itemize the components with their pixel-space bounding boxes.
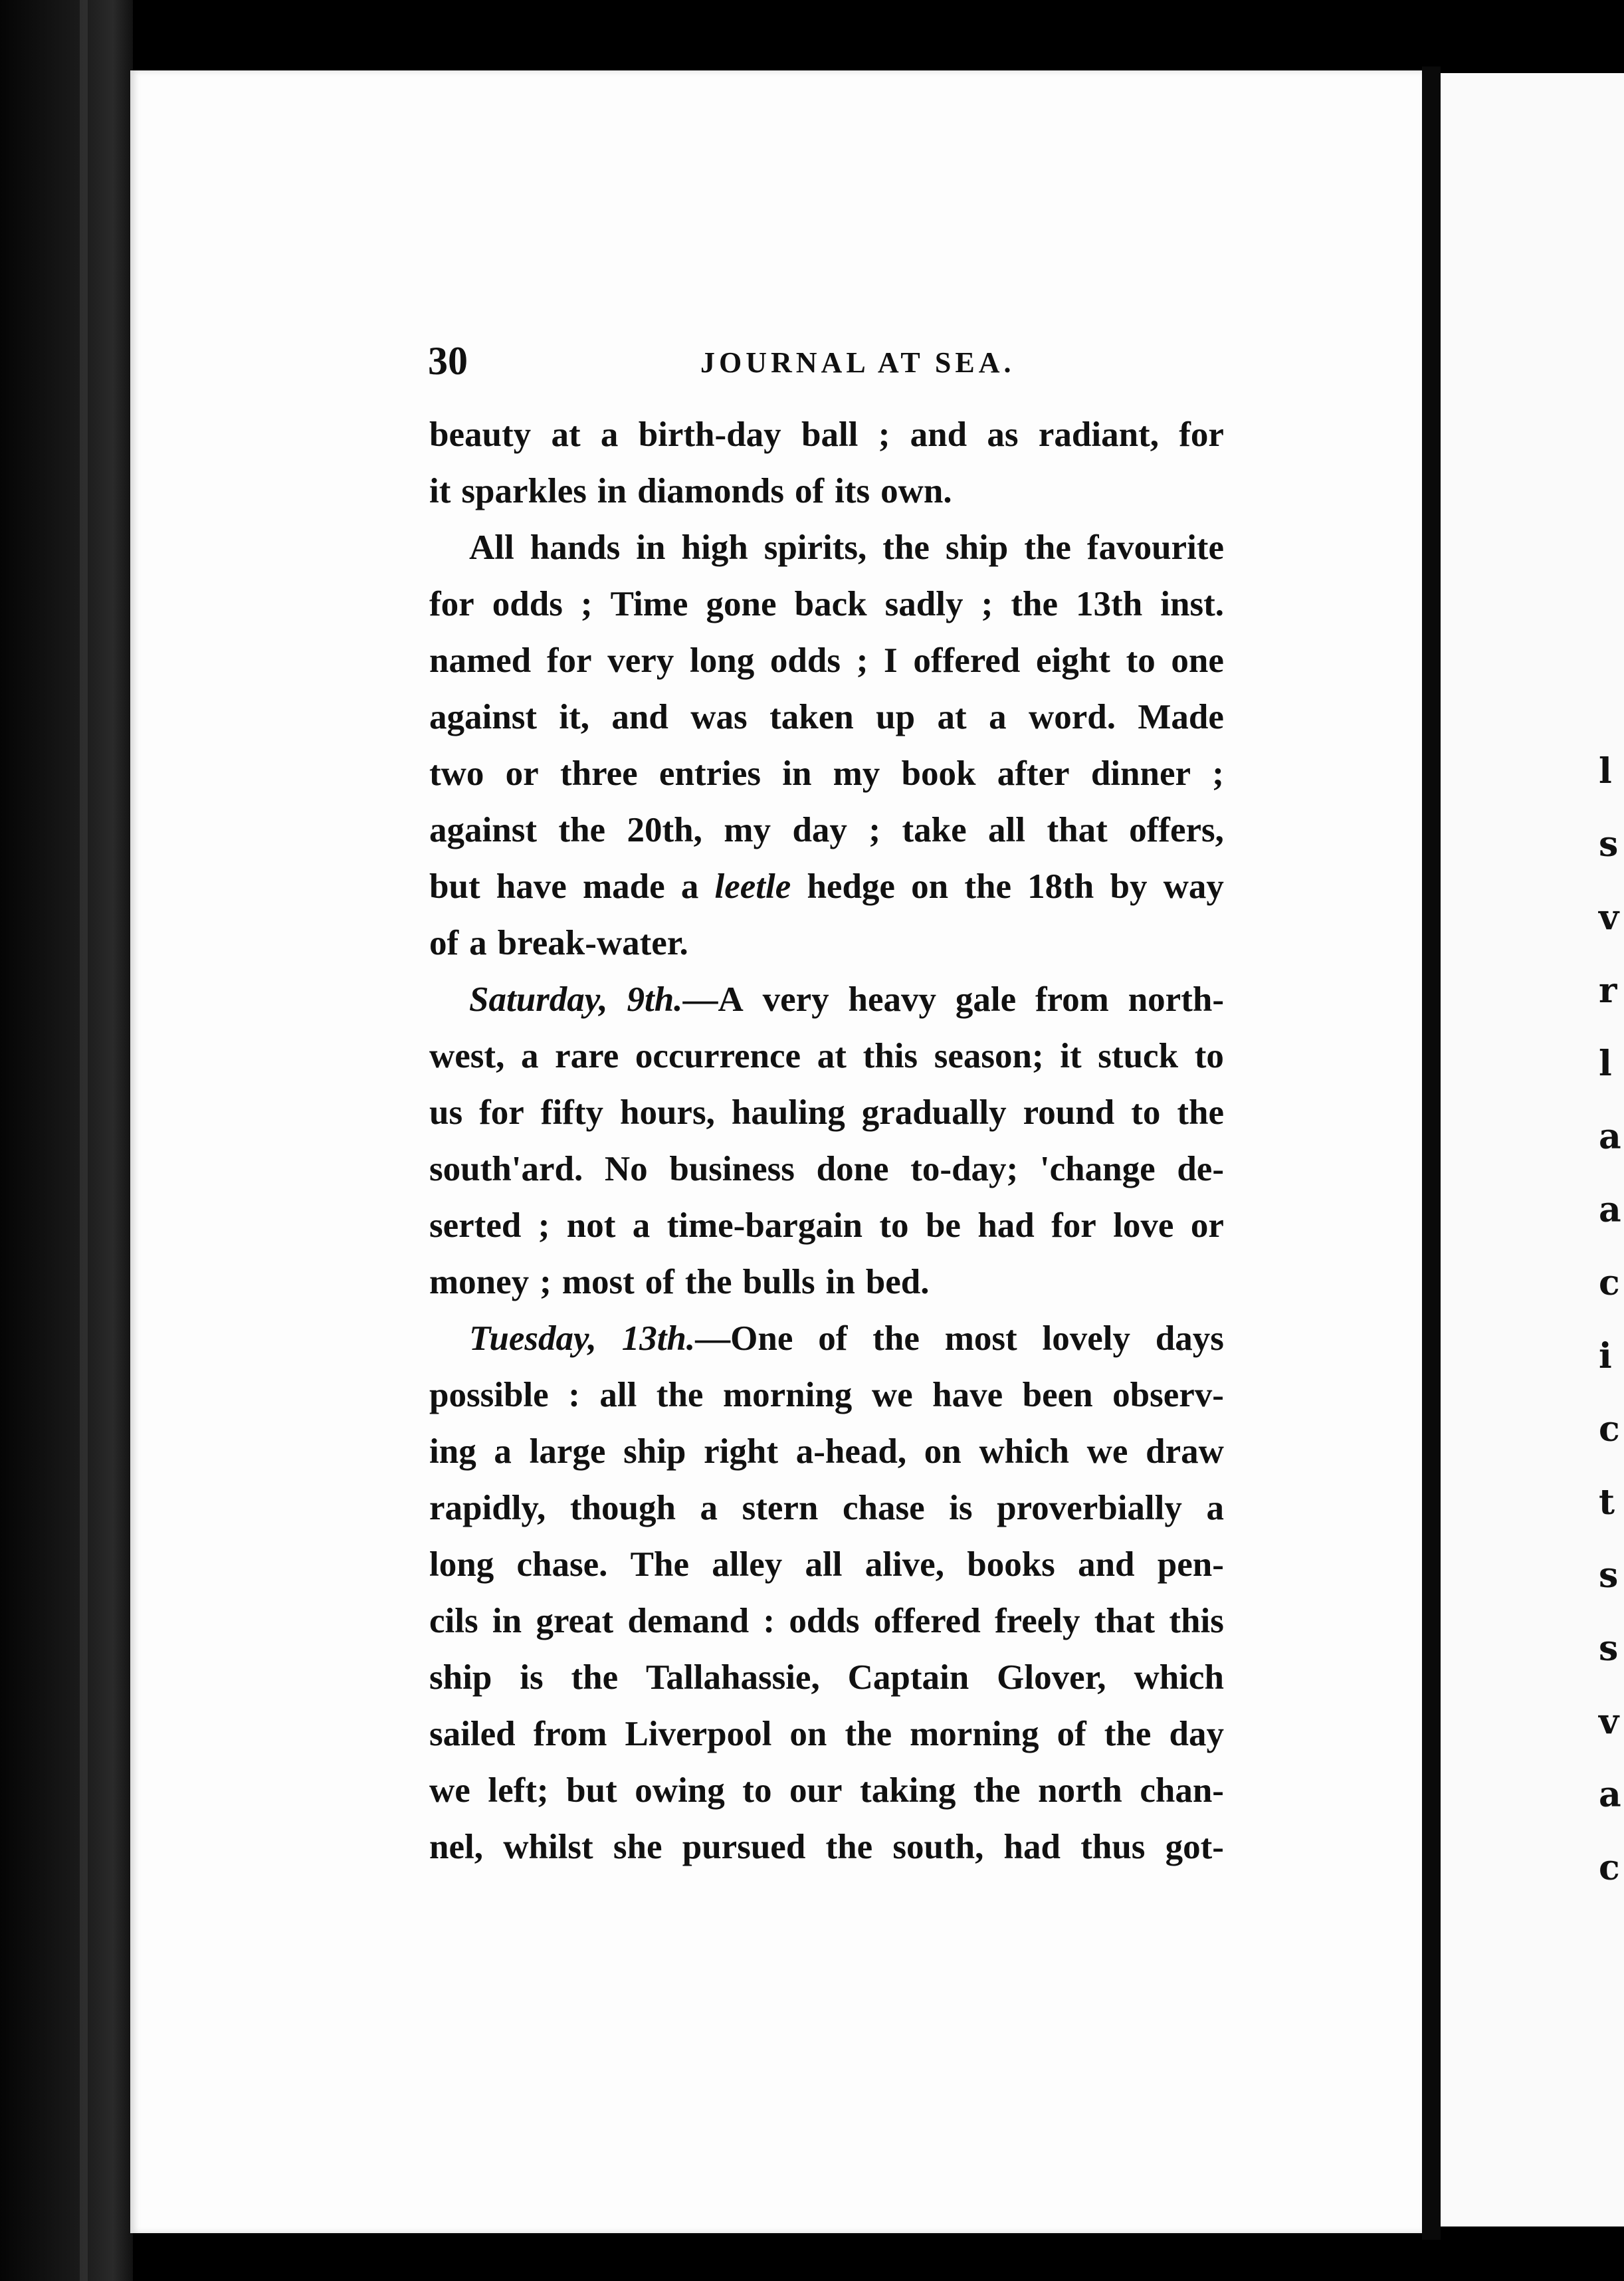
word: a xyxy=(600,415,619,454)
word: stern xyxy=(742,1489,819,1527)
word: morning xyxy=(722,1376,853,1414)
word: north- xyxy=(1128,980,1224,1019)
word: to xyxy=(742,1771,772,1810)
word: ; xyxy=(981,585,993,623)
facing-page-letter: c xyxy=(1599,1409,1620,1450)
word: bulls xyxy=(742,1263,815,1301)
word: Tallahassie, xyxy=(646,1658,820,1697)
text-line xyxy=(429,859,1224,915)
text-line xyxy=(429,1819,1224,1876)
word: inst. xyxy=(1160,585,1224,623)
running-head xyxy=(428,338,1225,384)
text-line xyxy=(429,1198,1224,1254)
word: right xyxy=(704,1432,778,1471)
facing-page-edge xyxy=(1441,73,1624,2227)
word: and xyxy=(1078,1545,1135,1584)
word: from xyxy=(1035,980,1109,1019)
facing-page-letter: t xyxy=(1599,1482,1615,1523)
word: on xyxy=(924,1432,962,1471)
word: : xyxy=(763,1602,775,1640)
word: 18th xyxy=(1027,867,1094,906)
word: sparkles xyxy=(461,472,587,510)
word: ; xyxy=(1212,754,1224,793)
text-line xyxy=(429,1424,1224,1480)
word: birth-day xyxy=(638,415,781,454)
word: occurrence xyxy=(635,1037,801,1075)
word: hours, xyxy=(619,1093,715,1132)
word: own. xyxy=(880,472,952,510)
word: break-water. xyxy=(497,924,688,962)
word: up xyxy=(876,698,916,736)
word: my xyxy=(833,754,880,793)
facing-page-letter: c xyxy=(1599,1263,1620,1303)
word: to xyxy=(1131,1093,1161,1132)
word: a-head, xyxy=(795,1432,907,1471)
word: been xyxy=(1022,1376,1093,1414)
word: for xyxy=(479,1093,524,1132)
word: but xyxy=(566,1771,617,1810)
word: ship xyxy=(623,1432,686,1471)
word: time-bargain xyxy=(666,1206,863,1245)
text-line xyxy=(429,1085,1224,1141)
word: round xyxy=(1023,1093,1115,1132)
word: is xyxy=(520,1658,544,1697)
word: day xyxy=(1169,1715,1224,1753)
word: on xyxy=(789,1715,827,1753)
word: not xyxy=(566,1206,616,1245)
text-line xyxy=(429,972,1224,1028)
word: lovely xyxy=(1042,1319,1130,1358)
text-line xyxy=(429,1537,1224,1593)
word: love xyxy=(1113,1206,1174,1245)
word: great xyxy=(536,1602,614,1640)
word: Made xyxy=(1138,698,1224,736)
word: for xyxy=(429,585,474,623)
word: stuck xyxy=(1098,1037,1179,1075)
word: the xyxy=(1011,585,1058,623)
word: dinner xyxy=(1090,754,1191,793)
word: ing xyxy=(429,1432,476,1471)
word: a xyxy=(469,924,487,962)
word: in xyxy=(636,528,666,567)
text-line xyxy=(429,1593,1224,1650)
text-line xyxy=(429,802,1224,859)
word: long xyxy=(429,1545,494,1584)
word: she xyxy=(613,1828,662,1866)
word: a xyxy=(989,698,1007,736)
word: the xyxy=(558,811,606,849)
word: cils xyxy=(429,1602,478,1640)
word: at xyxy=(551,415,581,454)
word: freely xyxy=(994,1602,1080,1640)
word: left; xyxy=(488,1771,549,1810)
word: Time xyxy=(610,585,688,623)
word: ; xyxy=(856,641,868,680)
word: us xyxy=(429,1093,463,1132)
word: though xyxy=(569,1489,676,1527)
word: to xyxy=(1126,641,1156,680)
word: No xyxy=(604,1150,648,1188)
word: south, xyxy=(892,1828,984,1866)
text-line xyxy=(429,1141,1224,1198)
book-edge xyxy=(0,0,133,2281)
facing-page-letter: s xyxy=(1599,1555,1619,1596)
facing-page-letter: v xyxy=(1599,1701,1619,1742)
word: its xyxy=(835,472,870,510)
word: Saturday, xyxy=(469,980,608,1019)
word: or xyxy=(1190,1206,1224,1245)
text-line xyxy=(429,1311,1224,1367)
word: chase. xyxy=(516,1545,608,1584)
word: gale xyxy=(955,980,1017,1019)
facing-page-letter: l xyxy=(1599,751,1612,792)
word: favourite xyxy=(1086,528,1224,567)
word: the xyxy=(845,1715,892,1753)
word: got- xyxy=(1165,1828,1224,1866)
word: the xyxy=(1024,528,1071,567)
facing-page-letter: s xyxy=(1599,824,1619,865)
word: the xyxy=(825,1828,873,1866)
text-line xyxy=(429,520,1224,576)
word: made xyxy=(582,867,665,906)
word: rapidly, xyxy=(429,1489,546,1527)
word: most xyxy=(561,1263,635,1301)
word: the xyxy=(1177,1093,1224,1132)
word: or xyxy=(505,754,539,793)
word: alley xyxy=(712,1545,783,1584)
word: most xyxy=(944,1319,1017,1358)
word: odds xyxy=(769,641,841,680)
word: had xyxy=(1003,1828,1061,1866)
text-line xyxy=(429,746,1224,802)
word: 13th.—One xyxy=(621,1319,793,1358)
word: owing xyxy=(635,1771,725,1810)
word: it xyxy=(1060,1037,1082,1075)
word: ; xyxy=(540,1263,552,1301)
word: of xyxy=(645,1263,674,1301)
word: odds xyxy=(789,1602,860,1640)
word: demand xyxy=(627,1602,750,1640)
word: taken xyxy=(769,698,854,736)
word: against xyxy=(429,811,537,849)
word: sailed xyxy=(429,1715,516,1753)
text-line xyxy=(429,1763,1224,1819)
word: all xyxy=(599,1376,637,1414)
word: 9th.—A xyxy=(627,980,744,1019)
facing-page-letter: i xyxy=(1599,1336,1612,1376)
word: of xyxy=(795,472,825,510)
word: 'change xyxy=(1039,1150,1156,1188)
word: against xyxy=(429,698,537,736)
word: Captain xyxy=(847,1658,969,1697)
word: in xyxy=(492,1602,522,1640)
word: my xyxy=(724,811,771,849)
word: money xyxy=(429,1263,530,1301)
word: this xyxy=(1169,1602,1224,1640)
word: Tuesday, xyxy=(469,1319,597,1358)
word: All xyxy=(469,528,514,567)
word: radiant, xyxy=(1038,415,1159,454)
word: the xyxy=(684,1263,732,1301)
text-line xyxy=(429,1706,1224,1763)
word: serted xyxy=(429,1206,522,1245)
body-text xyxy=(429,407,1224,1876)
word: book xyxy=(901,754,976,793)
word: ; xyxy=(538,1206,550,1245)
word: very xyxy=(762,980,829,1019)
word: for xyxy=(1179,415,1224,454)
word: that xyxy=(1047,811,1108,849)
word: as xyxy=(987,415,1019,454)
word: bed. xyxy=(865,1263,930,1301)
word: 20th, xyxy=(627,811,702,849)
facing-page-letter: a xyxy=(1599,1190,1621,1230)
word: a xyxy=(1206,1489,1224,1527)
word: gone xyxy=(706,585,777,623)
word: the xyxy=(656,1376,704,1414)
word: back xyxy=(794,585,867,623)
word: ; xyxy=(580,585,593,623)
text-line xyxy=(429,1480,1224,1537)
word: odds xyxy=(492,585,563,623)
page-number: 30 xyxy=(428,339,468,383)
word: chase xyxy=(842,1489,925,1527)
facing-page-letter: s xyxy=(1599,1628,1619,1669)
word: season; xyxy=(934,1037,1044,1075)
word: entries xyxy=(659,754,761,793)
facing-page-letter: l xyxy=(1599,1043,1612,1084)
word: to xyxy=(1194,1037,1224,1075)
word: pen- xyxy=(1157,1545,1224,1584)
word: chan- xyxy=(1140,1771,1224,1810)
word: 13th xyxy=(1076,585,1143,623)
word: sadly xyxy=(884,585,964,623)
word: be xyxy=(925,1206,961,1245)
word: ship xyxy=(945,528,1009,567)
word: ship xyxy=(429,1658,492,1697)
word: leetle xyxy=(714,867,791,906)
word: days xyxy=(1155,1319,1224,1358)
word: of xyxy=(429,924,459,962)
word: it xyxy=(429,472,451,510)
word: have xyxy=(496,867,567,906)
word: the xyxy=(973,1771,1021,1810)
word: rare xyxy=(555,1037,619,1075)
word: for xyxy=(1051,1206,1096,1245)
word: pursued xyxy=(682,1828,806,1866)
word: all xyxy=(988,811,1025,849)
word: a xyxy=(632,1206,651,1245)
word: that xyxy=(1094,1602,1156,1640)
word: eight xyxy=(1035,641,1110,680)
facing-page-letter: r xyxy=(1599,970,1617,1011)
text-line xyxy=(429,407,1224,463)
word: the xyxy=(872,1319,920,1358)
word: gradually xyxy=(861,1093,1007,1132)
text-line xyxy=(429,1254,1224,1311)
word: taking xyxy=(860,1771,956,1810)
word: the xyxy=(882,528,930,567)
text-line xyxy=(429,689,1224,746)
text-line xyxy=(429,1367,1224,1424)
word: named xyxy=(429,641,532,680)
word: at xyxy=(937,698,967,736)
word: we xyxy=(871,1376,913,1414)
word: a xyxy=(494,1432,512,1471)
word: very xyxy=(607,641,674,680)
word: and xyxy=(910,415,967,454)
word: ball xyxy=(801,415,859,454)
word: offered xyxy=(913,641,1021,680)
word: but xyxy=(429,867,480,906)
word: The xyxy=(630,1545,689,1584)
word: draw xyxy=(1146,1432,1224,1471)
word: whilst xyxy=(503,1828,593,1866)
word: beauty xyxy=(429,415,532,454)
word: which xyxy=(1134,1658,1224,1697)
word: at xyxy=(817,1037,847,1075)
word: by xyxy=(1110,867,1148,906)
word: and xyxy=(611,698,668,736)
word: offers, xyxy=(1129,811,1224,849)
word: alive, xyxy=(864,1545,944,1584)
word: take xyxy=(902,811,967,849)
word: is xyxy=(949,1489,973,1527)
facing-page-letter: v xyxy=(1599,897,1619,938)
word: spirits, xyxy=(763,528,867,567)
word: had xyxy=(977,1206,1035,1245)
word: hedge xyxy=(807,867,895,906)
word: to xyxy=(879,1206,909,1245)
facing-page-letter: a xyxy=(1599,1775,1621,1815)
word: way xyxy=(1163,867,1224,906)
word: have xyxy=(932,1376,1003,1414)
text-line xyxy=(429,463,1224,520)
word: from xyxy=(533,1715,607,1753)
word: Liverpool xyxy=(625,1715,772,1753)
word: offered xyxy=(873,1602,981,1640)
word: our xyxy=(789,1771,843,1810)
word: thus xyxy=(1080,1828,1146,1866)
word: hauling xyxy=(731,1093,845,1132)
word: hands xyxy=(530,528,621,567)
word: after xyxy=(997,754,1070,793)
word: west, xyxy=(429,1037,505,1075)
word: one xyxy=(1171,641,1224,680)
word: diamonds xyxy=(637,472,784,510)
word: all xyxy=(805,1545,843,1584)
word: was xyxy=(690,698,748,736)
word: of xyxy=(818,1319,848,1358)
word: in xyxy=(782,754,812,793)
word: I xyxy=(884,641,898,680)
word: this xyxy=(863,1037,918,1075)
text-line xyxy=(429,633,1224,689)
word: in xyxy=(597,472,627,510)
word: a xyxy=(700,1489,718,1527)
page-gutter xyxy=(1422,66,1441,2240)
word: in xyxy=(825,1263,855,1301)
facing-page-letter: c xyxy=(1599,1848,1620,1888)
running-title: JOURNAL AT SEA. xyxy=(700,346,1015,379)
word: two xyxy=(429,754,484,793)
word: : xyxy=(568,1376,580,1414)
word: we xyxy=(1086,1432,1128,1471)
word: a xyxy=(680,867,699,906)
word: done xyxy=(816,1150,889,1188)
word: for xyxy=(546,641,592,680)
word: de- xyxy=(1177,1150,1224,1188)
facing-page-letter: a xyxy=(1599,1117,1621,1157)
word: nel, xyxy=(429,1828,483,1866)
word: fifty xyxy=(540,1093,603,1132)
word: the xyxy=(964,867,1011,906)
word: on xyxy=(911,867,949,906)
text-line xyxy=(429,1650,1224,1706)
word: north xyxy=(1038,1771,1122,1810)
text-line xyxy=(429,1028,1224,1085)
word: three xyxy=(559,754,638,793)
word: day xyxy=(792,811,847,849)
word: morning xyxy=(910,1715,1039,1753)
word: south'ard. xyxy=(429,1150,583,1188)
word: the xyxy=(1104,1715,1152,1753)
word: high xyxy=(681,528,748,567)
text-line xyxy=(429,915,1224,972)
word: heavy xyxy=(848,980,936,1019)
word: a xyxy=(520,1037,539,1075)
word: ; xyxy=(868,811,881,849)
word: which xyxy=(979,1432,1069,1471)
word: word. xyxy=(1028,698,1116,736)
word: proverbially xyxy=(997,1489,1182,1527)
word: of xyxy=(1057,1715,1086,1753)
word: Glover, xyxy=(997,1658,1106,1697)
word: observ- xyxy=(1112,1376,1224,1414)
word: the xyxy=(571,1658,619,1697)
word: large xyxy=(529,1432,606,1471)
word: books xyxy=(967,1545,1055,1584)
text-line xyxy=(429,576,1224,633)
word: business xyxy=(669,1150,795,1188)
word: it, xyxy=(559,698,590,736)
word: possible xyxy=(429,1376,549,1414)
word: long xyxy=(690,641,755,680)
word: ; xyxy=(878,415,890,454)
word: we xyxy=(429,1771,470,1810)
word: to-day; xyxy=(910,1150,1019,1188)
